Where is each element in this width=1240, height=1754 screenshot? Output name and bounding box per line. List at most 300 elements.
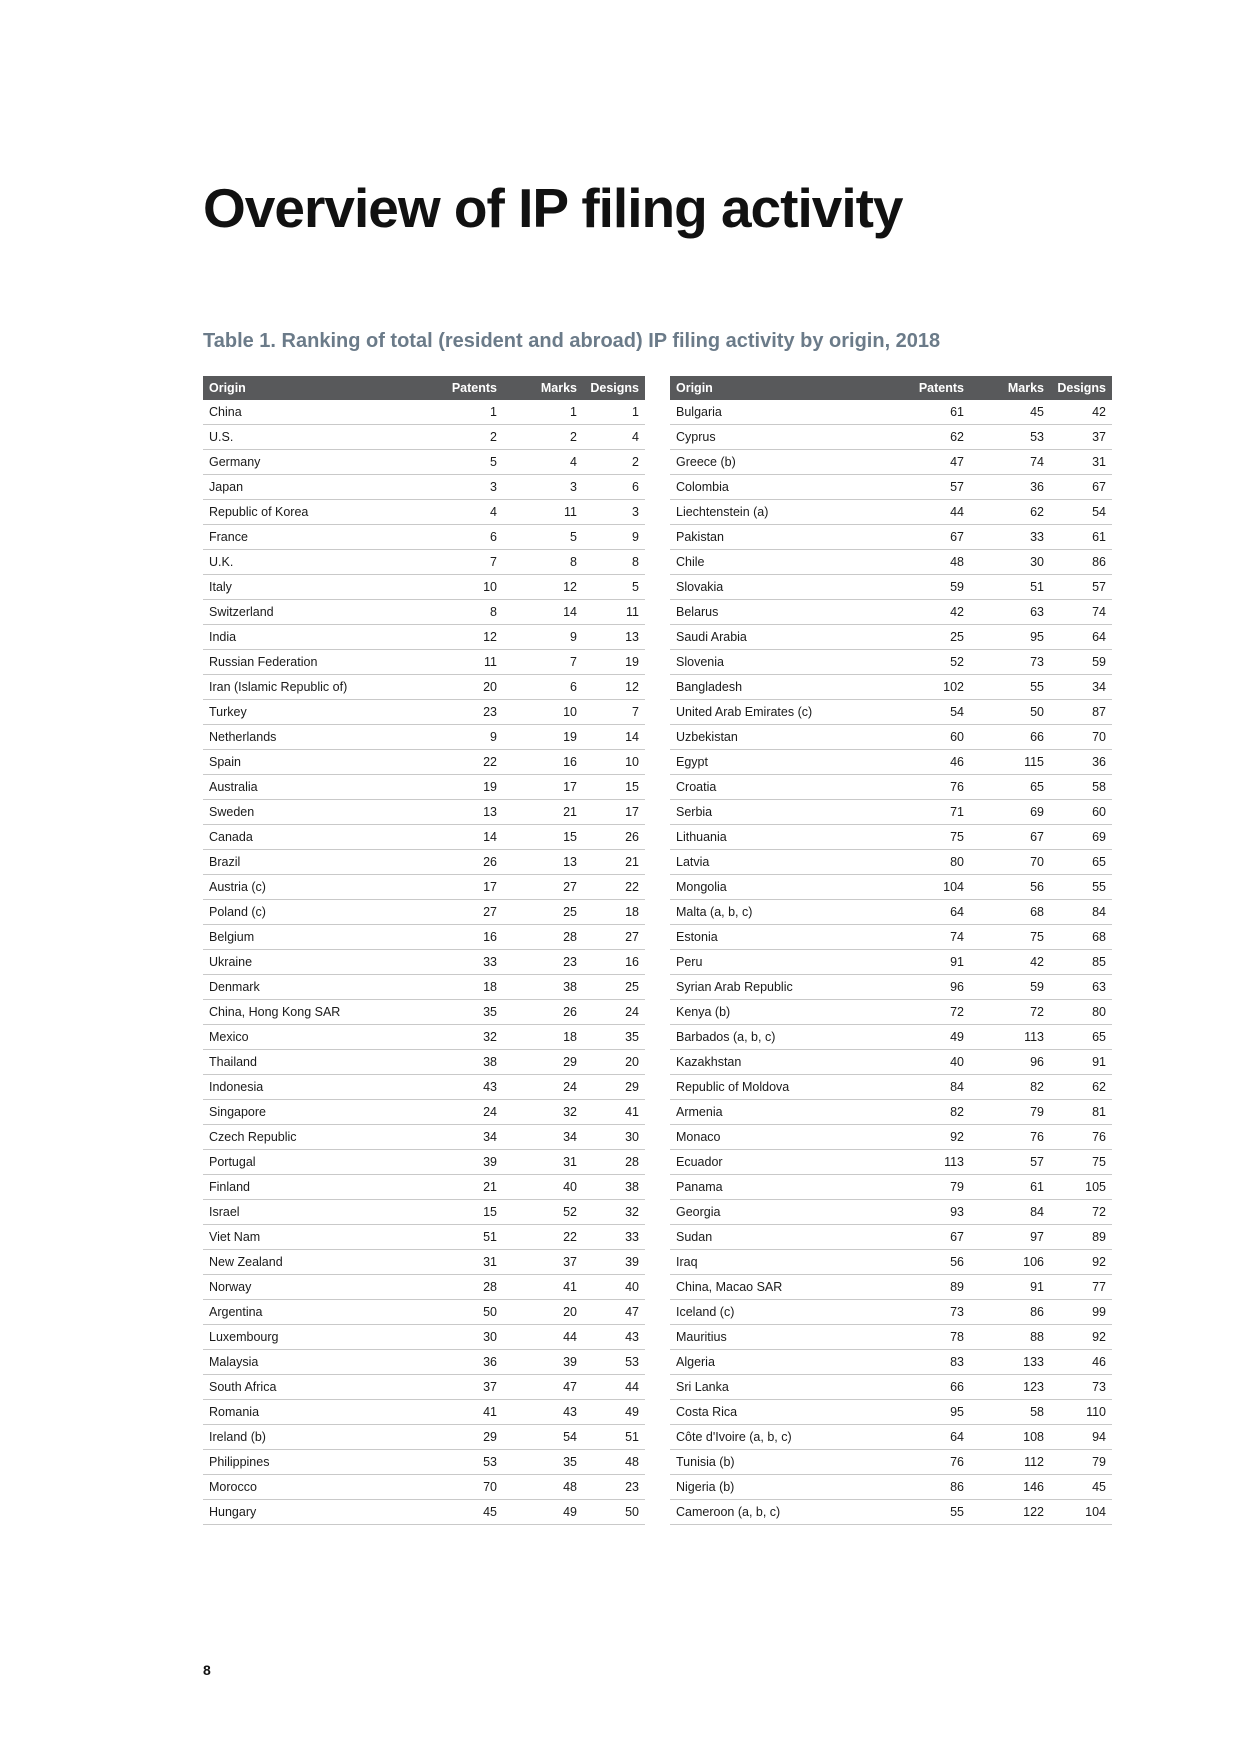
cell-patents: 73 — [890, 1300, 970, 1325]
cell-designs: 25 — [583, 975, 645, 1000]
cell-origin: Slovakia — [670, 575, 890, 600]
cell-marks: 97 — [970, 1225, 1050, 1250]
cell-marks: 62 — [970, 500, 1050, 525]
cell-origin: Turkey — [203, 700, 423, 725]
cell-patents: 92 — [890, 1125, 970, 1150]
table-row — [203, 1500, 645, 1525]
table-row — [203, 1375, 645, 1400]
cell-marks: 32 — [503, 1100, 583, 1125]
table-row — [670, 400, 1112, 425]
cell-patents: 20 — [423, 675, 503, 700]
cell-origin: Kenya (b) — [670, 1000, 890, 1025]
table-row — [670, 1400, 1112, 1425]
cell-designs: 22 — [583, 875, 645, 900]
cell-patents: 76 — [890, 1450, 970, 1475]
cell-marks: 12 — [503, 575, 583, 600]
cell-designs: 76 — [1050, 1125, 1112, 1150]
cell-origin: Japan — [203, 475, 423, 500]
header-patents: Patents — [423, 376, 503, 400]
cell-origin: Algeria — [670, 1350, 890, 1375]
cell-designs: 74 — [1050, 600, 1112, 625]
cell-designs: 7 — [583, 700, 645, 725]
cell-origin: Austria (c) — [203, 875, 423, 900]
cell-origin: Sri Lanka — [670, 1375, 890, 1400]
cell-patents: 19 — [423, 775, 503, 800]
cell-origin: Luxembourg — [203, 1325, 423, 1350]
table-row — [670, 475, 1112, 500]
cell-origin: Ecuador — [670, 1150, 890, 1175]
cell-marks: 45 — [970, 400, 1050, 425]
table-row — [203, 1400, 645, 1425]
cell-patents: 64 — [890, 1425, 970, 1450]
header-marks: Marks — [970, 376, 1050, 400]
cell-designs: 110 — [1050, 1400, 1112, 1425]
table-row — [203, 1275, 645, 1300]
table-row — [670, 1375, 1112, 1400]
cell-marks: 37 — [503, 1250, 583, 1275]
cell-patents: 27 — [423, 900, 503, 925]
cell-marks: 65 — [970, 775, 1050, 800]
table-row — [203, 975, 645, 1000]
cell-patents: 15 — [423, 1200, 503, 1225]
cell-marks: 43 — [503, 1400, 583, 1425]
table-row — [203, 550, 645, 575]
cell-patents: 67 — [890, 1225, 970, 1250]
cell-marks: 30 — [970, 550, 1050, 575]
cell-designs: 12 — [583, 675, 645, 700]
cell-patents: 47 — [890, 450, 970, 475]
page-title: Overview of IP filing activity — [203, 177, 903, 239]
cell-origin: Republic of Korea — [203, 500, 423, 525]
cell-origin: Norway — [203, 1275, 423, 1300]
cell-origin: Sweden — [203, 800, 423, 825]
cell-origin: Germany — [203, 450, 423, 475]
table-row — [670, 1150, 1112, 1175]
cell-marks: 91 — [970, 1275, 1050, 1300]
cell-patents: 29 — [423, 1425, 503, 1450]
cell-patents: 70 — [423, 1475, 503, 1500]
cell-designs: 54 — [1050, 500, 1112, 525]
cell-patents: 74 — [890, 925, 970, 950]
cell-patents: 2 — [423, 425, 503, 450]
cell-patents: 50 — [423, 1300, 503, 1325]
table-row — [203, 1175, 645, 1200]
cell-designs: 13 — [583, 625, 645, 650]
cell-origin: Czech Republic — [203, 1125, 423, 1150]
cell-patents: 51 — [423, 1225, 503, 1250]
cell-patents: 9 — [423, 725, 503, 750]
cell-patents: 21 — [423, 1175, 503, 1200]
header-origin: Origin — [670, 376, 890, 400]
cell-designs: 80 — [1050, 1000, 1112, 1025]
cell-designs: 50 — [583, 1500, 645, 1525]
cell-designs: 41 — [583, 1100, 645, 1125]
cell-origin: Thailand — [203, 1050, 423, 1075]
cell-patents: 82 — [890, 1100, 970, 1125]
table-row — [203, 775, 645, 800]
table-row — [203, 1025, 645, 1050]
cell-designs: 72 — [1050, 1200, 1112, 1225]
cell-marks: 76 — [970, 1125, 1050, 1150]
cell-designs: 104 — [1050, 1500, 1112, 1525]
cell-origin: Slovenia — [670, 650, 890, 675]
cell-origin: Côte d'Ivoire (a, b, c) — [670, 1425, 890, 1450]
cell-designs: 53 — [583, 1350, 645, 1375]
cell-origin: Italy — [203, 575, 423, 600]
cell-marks: 31 — [503, 1150, 583, 1175]
cell-designs: 5 — [583, 575, 645, 600]
cell-patents: 31 — [423, 1250, 503, 1275]
cell-origin: Iraq — [670, 1250, 890, 1275]
table-row — [670, 1100, 1112, 1125]
table-row — [670, 900, 1112, 925]
cell-patents: 32 — [423, 1025, 503, 1050]
cell-marks: 146 — [970, 1475, 1050, 1500]
cell-origin: Australia — [203, 775, 423, 800]
cell-designs: 34 — [1050, 675, 1112, 700]
cell-marks: 84 — [970, 1200, 1050, 1225]
cell-marks: 26 — [503, 1000, 583, 1025]
table-row — [203, 1125, 645, 1150]
page-number: 8 — [203, 1662, 211, 1678]
cell-designs: 42 — [1050, 400, 1112, 425]
cell-designs: 17 — [583, 800, 645, 825]
cell-origin: Canada — [203, 825, 423, 850]
cell-designs: 8 — [583, 550, 645, 575]
cell-patents: 95 — [890, 1400, 970, 1425]
header-designs: Designs — [1050, 376, 1112, 400]
cell-designs: 33 — [583, 1225, 645, 1250]
cell-origin: Peru — [670, 950, 890, 975]
cell-designs: 51 — [583, 1425, 645, 1450]
table-row — [203, 875, 645, 900]
cell-marks: 113 — [970, 1025, 1050, 1050]
cell-marks: 57 — [970, 1150, 1050, 1175]
table-row — [203, 750, 645, 775]
table-row — [670, 750, 1112, 775]
table-row — [670, 1250, 1112, 1275]
cell-patents: 61 — [890, 400, 970, 425]
cell-patents: 26 — [423, 850, 503, 875]
cell-marks: 22 — [503, 1225, 583, 1250]
table-row — [203, 1250, 645, 1275]
cell-designs: 48 — [583, 1450, 645, 1475]
cell-designs: 99 — [1050, 1300, 1112, 1325]
cell-origin: Switzerland — [203, 600, 423, 625]
cell-marks: 39 — [503, 1350, 583, 1375]
cell-origin: Tunisia (b) — [670, 1450, 890, 1475]
cell-patents: 22 — [423, 750, 503, 775]
table-row — [670, 975, 1112, 1000]
cell-origin: Cameroon (a, b, c) — [670, 1500, 890, 1525]
cell-origin: Estonia — [670, 925, 890, 950]
cell-marks: 69 — [970, 800, 1050, 825]
cell-patents: 23 — [423, 700, 503, 725]
cell-marks: 96 — [970, 1050, 1050, 1075]
table-row — [670, 675, 1112, 700]
cell-patents: 3 — [423, 475, 503, 500]
table-row — [670, 800, 1112, 825]
cell-designs: 38 — [583, 1175, 645, 1200]
table-row — [203, 1450, 645, 1475]
cell-marks: 63 — [970, 600, 1050, 625]
cell-patents: 79 — [890, 1175, 970, 1200]
cell-designs: 79 — [1050, 1450, 1112, 1475]
cell-designs: 23 — [583, 1475, 645, 1500]
cell-designs: 46 — [1050, 1350, 1112, 1375]
cell-origin: Viet Nam — [203, 1225, 423, 1250]
cell-patents: 54 — [890, 700, 970, 725]
cell-designs: 58 — [1050, 775, 1112, 800]
table-row — [670, 1050, 1112, 1075]
table-row — [203, 500, 645, 525]
cell-origin: Ireland (b) — [203, 1425, 423, 1450]
table-row — [203, 1150, 645, 1175]
cell-origin: India — [203, 625, 423, 650]
table-row — [670, 1300, 1112, 1325]
cell-designs: 30 — [583, 1125, 645, 1150]
table-row — [670, 1450, 1112, 1475]
cell-marks: 95 — [970, 625, 1050, 650]
cell-marks: 108 — [970, 1425, 1050, 1450]
table-row — [203, 1075, 645, 1100]
cell-patents: 72 — [890, 1000, 970, 1025]
table-caption: Table 1. Ranking of total (resident and abroad) IP filing activity by origin, 2018 — [203, 330, 941, 352]
cell-designs: 18 — [583, 900, 645, 925]
cell-designs: 37 — [1050, 425, 1112, 450]
cell-designs: 73 — [1050, 1375, 1112, 1400]
ranking-table-right — [670, 376, 1112, 1525]
cell-designs: 64 — [1050, 625, 1112, 650]
cell-origin: Bulgaria — [670, 400, 890, 425]
cell-designs: 65 — [1050, 1025, 1112, 1050]
cell-patents: 35 — [423, 1000, 503, 1025]
cell-designs: 10 — [583, 750, 645, 775]
cell-origin: Philippines — [203, 1450, 423, 1475]
cell-patents: 11 — [423, 650, 503, 675]
table-row — [670, 450, 1112, 475]
cell-patents: 37 — [423, 1375, 503, 1400]
cell-designs: 6 — [583, 475, 645, 500]
table-row — [670, 1275, 1112, 1300]
cell-marks: 72 — [970, 1000, 1050, 1025]
cell-marks: 8 — [503, 550, 583, 575]
cell-patents: 57 — [890, 475, 970, 500]
cell-marks: 55 — [970, 675, 1050, 700]
cell-patents: 86 — [890, 1475, 970, 1500]
cell-marks: 112 — [970, 1450, 1050, 1475]
cell-designs: 65 — [1050, 850, 1112, 875]
cell-marks: 54 — [503, 1425, 583, 1450]
cell-origin: Armenia — [670, 1100, 890, 1125]
table-row — [203, 800, 645, 825]
cell-origin: France — [203, 525, 423, 550]
cell-origin: Panama — [670, 1175, 890, 1200]
cell-patents: 45 — [423, 1500, 503, 1525]
cell-origin: Malta (a, b, c) — [670, 900, 890, 925]
cell-origin: Mexico — [203, 1025, 423, 1050]
table-row — [670, 925, 1112, 950]
cell-marks: 40 — [503, 1175, 583, 1200]
cell-designs: 67 — [1050, 475, 1112, 500]
cell-patents: 17 — [423, 875, 503, 900]
cell-origin: Iran (Islamic Republic of) — [203, 675, 423, 700]
cell-origin: Saudi Arabia — [670, 625, 890, 650]
cell-patents: 6 — [423, 525, 503, 550]
cell-patents: 52 — [890, 650, 970, 675]
table-row — [203, 475, 645, 500]
cell-patents: 1 — [423, 400, 503, 425]
cell-marks: 61 — [970, 1175, 1050, 1200]
table-row — [670, 1425, 1112, 1450]
table-row — [670, 1075, 1112, 1100]
cell-marks: 13 — [503, 850, 583, 875]
cell-origin: China, Macao SAR — [670, 1275, 890, 1300]
table-row — [670, 1475, 1112, 1500]
cell-marks: 28 — [503, 925, 583, 950]
cell-designs: 40 — [583, 1275, 645, 1300]
cell-origin: Sudan — [670, 1225, 890, 1250]
cell-origin: New Zealand — [203, 1250, 423, 1275]
cell-origin: Egypt — [670, 750, 890, 775]
cell-patents: 42 — [890, 600, 970, 625]
cell-designs: 57 — [1050, 575, 1112, 600]
cell-marks: 59 — [970, 975, 1050, 1000]
cell-marks: 16 — [503, 750, 583, 775]
cell-origin: Indonesia — [203, 1075, 423, 1100]
cell-marks: 19 — [503, 725, 583, 750]
table-row — [203, 725, 645, 750]
cell-designs: 55 — [1050, 875, 1112, 900]
cell-marks: 66 — [970, 725, 1050, 750]
cell-designs: 44 — [583, 1375, 645, 1400]
cell-designs: 62 — [1050, 1075, 1112, 1100]
cell-origin: Morocco — [203, 1475, 423, 1500]
cell-designs: 69 — [1050, 825, 1112, 850]
cell-designs: 45 — [1050, 1475, 1112, 1500]
cell-marks: 14 — [503, 600, 583, 625]
cell-patents: 59 — [890, 575, 970, 600]
cell-patents: 30 — [423, 1325, 503, 1350]
table-row — [203, 700, 645, 725]
cell-origin: Serbia — [670, 800, 890, 825]
cell-origin: Spain — [203, 750, 423, 775]
cell-designs: 68 — [1050, 925, 1112, 950]
cell-designs: 92 — [1050, 1325, 1112, 1350]
cell-designs: 63 — [1050, 975, 1112, 1000]
cell-patents: 48 — [890, 550, 970, 575]
cell-marks: 7 — [503, 650, 583, 675]
cell-marks: 70 — [970, 850, 1050, 875]
cell-origin: U.K. — [203, 550, 423, 575]
table-row — [670, 1350, 1112, 1375]
cell-marks: 10 — [503, 700, 583, 725]
cell-marks: 82 — [970, 1075, 1050, 1100]
cell-designs: 70 — [1050, 725, 1112, 750]
cell-designs: 75 — [1050, 1150, 1112, 1175]
cell-designs: 1 — [583, 400, 645, 425]
cell-marks: 41 — [503, 1275, 583, 1300]
cell-designs: 29 — [583, 1075, 645, 1100]
cell-origin: Georgia — [670, 1200, 890, 1225]
table-row — [670, 550, 1112, 575]
cell-patents: 64 — [890, 900, 970, 925]
table-row — [670, 1025, 1112, 1050]
cell-patents: 91 — [890, 950, 970, 975]
cell-marks: 23 — [503, 950, 583, 975]
cell-origin: Malaysia — [203, 1350, 423, 1375]
cell-patents: 71 — [890, 800, 970, 825]
header-patents: Patents — [890, 376, 970, 400]
cell-origin: Latvia — [670, 850, 890, 875]
cell-origin: Chile — [670, 550, 890, 575]
header-marks: Marks — [503, 376, 583, 400]
cell-designs: 61 — [1050, 525, 1112, 550]
cell-patents: 38 — [423, 1050, 503, 1075]
cell-origin: Bangladesh — [670, 675, 890, 700]
table-row — [203, 825, 645, 850]
cell-marks: 20 — [503, 1300, 583, 1325]
cell-patents: 89 — [890, 1275, 970, 1300]
cell-marks: 44 — [503, 1325, 583, 1350]
cell-origin: Brazil — [203, 850, 423, 875]
cell-designs: 81 — [1050, 1100, 1112, 1125]
cell-marks: 53 — [970, 425, 1050, 450]
cell-origin: Colombia — [670, 475, 890, 500]
cell-origin: Nigeria (b) — [670, 1475, 890, 1500]
cell-origin: Greece (b) — [670, 450, 890, 475]
table-row — [203, 575, 645, 600]
cell-patents: 83 — [890, 1350, 970, 1375]
cell-marks: 123 — [970, 1375, 1050, 1400]
cell-patents: 62 — [890, 425, 970, 450]
cell-designs: 39 — [583, 1250, 645, 1275]
table-row — [670, 950, 1112, 975]
cell-designs: 85 — [1050, 950, 1112, 975]
cell-designs: 60 — [1050, 800, 1112, 825]
cell-designs: 14 — [583, 725, 645, 750]
cell-marks: 6 — [503, 675, 583, 700]
cell-origin: Liechtenstein (a) — [670, 500, 890, 525]
cell-origin: Finland — [203, 1175, 423, 1200]
table-row — [670, 575, 1112, 600]
cell-marks: 88 — [970, 1325, 1050, 1350]
cell-marks: 38 — [503, 975, 583, 1000]
cell-patents: 93 — [890, 1200, 970, 1225]
table-row — [203, 425, 645, 450]
ranking-table-left-body — [203, 400, 645, 1525]
table-row — [670, 1500, 1112, 1525]
cell-origin: China — [203, 400, 423, 425]
cell-origin: Portugal — [203, 1150, 423, 1175]
table-row — [203, 1350, 645, 1375]
table-row — [670, 625, 1112, 650]
cell-patents: 55 — [890, 1500, 970, 1525]
cell-marks: 4 — [503, 450, 583, 475]
cell-patents: 14 — [423, 825, 503, 850]
cell-origin: Russian Federation — [203, 650, 423, 675]
cell-origin: Belarus — [670, 600, 890, 625]
cell-origin: Israel — [203, 1200, 423, 1225]
table-row — [670, 875, 1112, 900]
cell-marks: 115 — [970, 750, 1050, 775]
cell-origin: Belgium — [203, 925, 423, 950]
cell-patents: 76 — [890, 775, 970, 800]
header-origin: Origin — [203, 376, 423, 400]
ranking-table-left — [203, 376, 645, 1525]
cell-origin: Monaco — [670, 1125, 890, 1150]
header-designs: Designs — [583, 376, 645, 400]
